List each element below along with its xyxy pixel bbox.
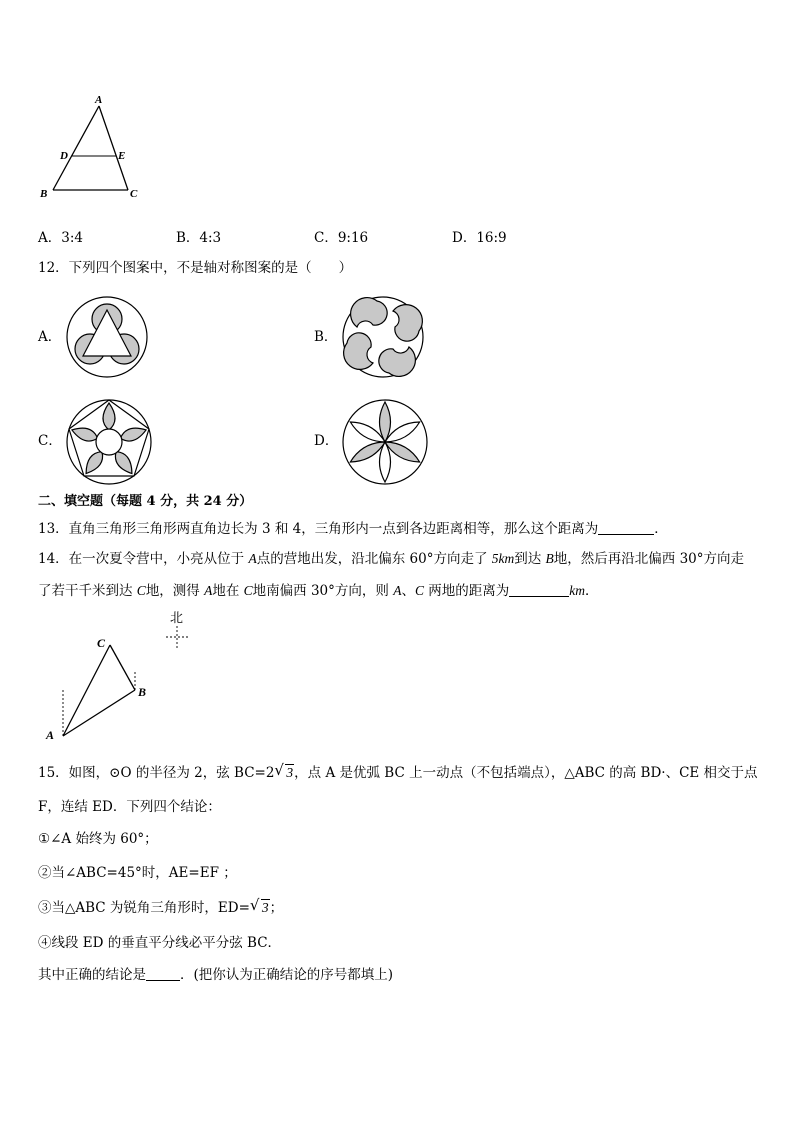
q14-l1-var-a: A — [248, 551, 257, 566]
q13-stem: 13．直角三角形三角形两直角边长为 3 和 4，三角形内一点到各边距离相等，那么这个距离为 — [38, 521, 599, 537]
q11-option-b[interactable]: B．4:3 — [176, 230, 222, 246]
segment-ca — [63, 645, 110, 736]
q15-l7-b: ．(把你认为正确结论的序号都填上) — [180, 967, 394, 983]
north-label: 北 — [170, 610, 184, 625]
q15-c3-a: ③当△ABC 为锐角三角形时，ED= — [38, 900, 250, 916]
label-a: A — [46, 728, 55, 742]
q15-conclusion-2: ②当∠ABC=45°时，AE=EF ； — [38, 865, 237, 881]
q12-pattern-a[interactable] — [64, 294, 150, 380]
q14-line2 — [38, 581, 599, 601]
section-title: 二、填空题（每题 4 分，共 24 分） — [38, 494, 253, 509]
label-a: A — [95, 94, 103, 106]
q15-line1 — [38, 763, 758, 783]
q14-l1-c: 到达 — [514, 551, 546, 567]
q15-l1-b: ，点 A 是优弧 BC 上一动点（不包括端点），△ABC 的高 BD·、CE 相交于点 — [294, 765, 758, 781]
q15-l7-a: 其中正确的结论是 — [38, 967, 146, 983]
q14-l2-d: 地南偏西 30°方向，则 — [252, 583, 394, 599]
q14-l2-var-a2: A — [393, 583, 402, 598]
q11-option-d[interactable]: D．16:9 — [452, 230, 507, 246]
label-b: B — [40, 188, 48, 200]
q12-label-a[interactable]: A． — [38, 329, 62, 345]
q14-l1-km: 5km — [491, 551, 515, 566]
label-c: C — [97, 636, 106, 650]
side-ab — [53, 106, 99, 190]
q14-l2-f: 两地的距离为 — [423, 583, 510, 599]
q15-l1-a: 15．如图，⊙O 的半径为 2，弦 BC=2 — [38, 765, 275, 781]
q15-conclusion-4: ④线段 ED 的垂直平分线必平分弦 BC． — [38, 935, 282, 951]
sqrt-3: √ 3 — [249, 896, 269, 915]
q15-answer-line — [38, 965, 393, 985]
q14-l2-c: 地在 — [212, 583, 244, 599]
q14-line1 — [38, 549, 744, 569]
q14-direction-figure — [40, 606, 200, 746]
q15-conclusion-3 — [38, 898, 283, 918]
q14-answer-blank[interactable] — [509, 582, 569, 597]
q14-l2-e: 、 — [401, 583, 415, 599]
q12-label-d[interactable]: D． — [314, 433, 339, 449]
q13-text — [38, 519, 668, 539]
q15-conclusion-1: ①∠A 始终为 60°； — [38, 831, 158, 847]
sqrt-3: √ 3 — [274, 761, 294, 780]
q14-l2-var-c: C — [136, 583, 146, 598]
q12-pattern-c[interactable] — [64, 397, 154, 487]
q11-triangle-figure — [36, 92, 146, 204]
q12-pattern-b[interactable] — [340, 294, 426, 380]
segment-bc — [110, 645, 135, 690]
side-ac — [99, 106, 128, 190]
q11-option-a[interactable]: A．3:4 — [38, 230, 83, 246]
q12-stem: 12．下列四个图案中，不是轴对称图案的是（ ） — [38, 260, 353, 276]
label-c: C — [130, 188, 138, 200]
q15-c3-b: ； — [269, 900, 284, 916]
segment-ab — [63, 690, 135, 736]
q14-l2-var-c2: C — [243, 583, 253, 598]
q14-l1-d: 地，然后再沿北偏西 30°方向走 — [553, 551, 745, 567]
q14-l2-var-a: A — [204, 583, 213, 598]
q13-answer-blank[interactable] — [598, 520, 654, 535]
q15-answer-blank[interactable] — [146, 966, 180, 981]
q14-l2-km: km — [569, 583, 585, 598]
q14-l1-a: 14．在一次夏令营中，小亮从位于 — [38, 551, 249, 567]
q14-l1-b: 点的营地出发，沿北偏东 60°方向走了 — [256, 551, 492, 567]
q14-l1-var-b: B — [545, 551, 554, 566]
q12-label-c[interactable]: C． — [38, 433, 62, 449]
q13-end: ． — [654, 521, 668, 537]
label-b: B — [138, 685, 147, 699]
q14-l2-b: 地，测得 — [145, 583, 205, 599]
q12-label-b[interactable]: B． — [314, 329, 338, 345]
q14-l2-a: 了若干千米到达 — [38, 583, 137, 599]
q11-option-c[interactable]: C．9:16 — [314, 230, 369, 246]
q12-pattern-d[interactable] — [340, 397, 430, 487]
q14-l2-var-c3: C — [414, 583, 424, 598]
label-d: D — [60, 150, 68, 162]
label-e: E — [118, 150, 126, 162]
q15-line2: F，连结 ED．下列四个结论： — [38, 799, 221, 815]
q14-l2-end: ． — [585, 583, 599, 599]
